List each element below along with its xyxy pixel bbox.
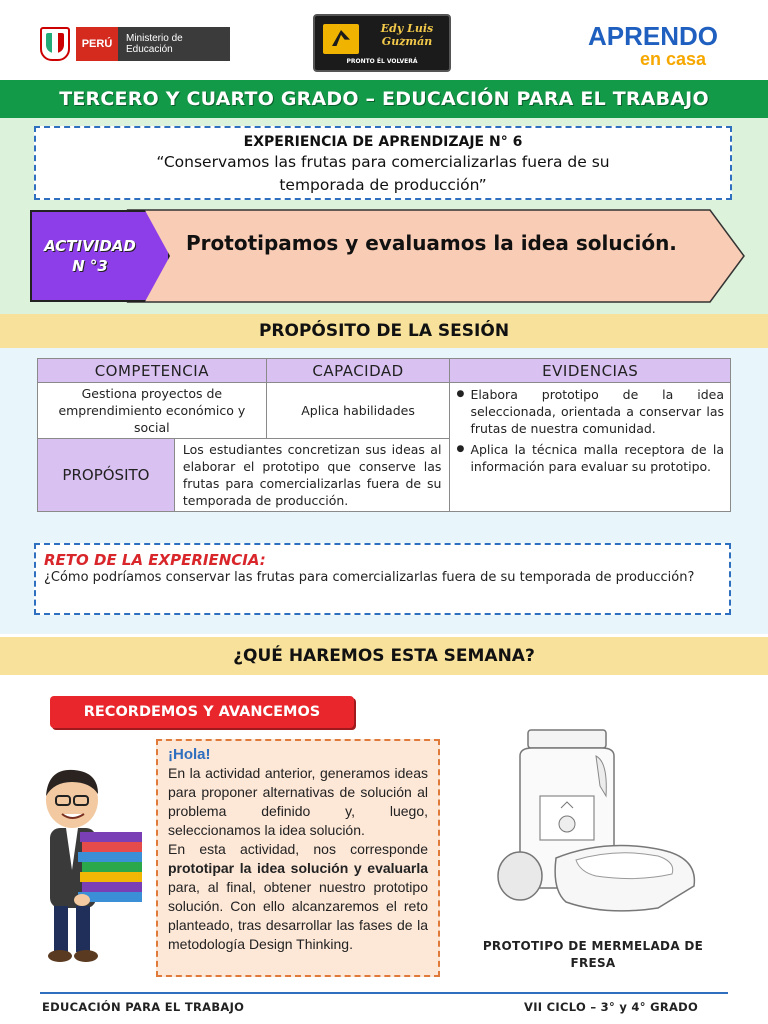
session-purpose-title: PROPÓSITO DE LA SESIÓN xyxy=(258,321,510,341)
grade-title: TERCERO Y CUARTO GRADO – EDUCACIÓN PARA EL TRABAJO xyxy=(59,88,709,110)
experience-text-line1: “Conservamos las frutas para comercializarlas fuera de su xyxy=(156,153,610,171)
peru-label: PERÚ xyxy=(76,27,118,61)
edy-name-line1: Edy Luis xyxy=(380,22,434,35)
session-purpose-band xyxy=(0,314,768,348)
aprendo-title: APRENDO xyxy=(588,21,719,51)
header-capacidad: CAPACIDAD xyxy=(266,359,450,383)
ministry-label: Ministerio de Educación xyxy=(118,27,230,61)
edy-name xyxy=(365,22,449,48)
activity-label-line1: ACTIVIDAD xyxy=(44,237,136,255)
greeting-box xyxy=(156,739,440,977)
experience-box xyxy=(34,126,732,200)
greeting-p2-end: para, al final, obtener nuestro prototipo solución. Con ello alcanzaremos el reto planteado, tras desarrollar las fases de la metodología Design Thinking. xyxy=(168,879,428,952)
edy-name-line2: Guzmán xyxy=(381,35,433,48)
aprendo-subtitle: en casa xyxy=(640,49,707,69)
footer-grade: VII CICLO – 3° y 4° GRADO xyxy=(524,1000,699,1014)
minedu-logo xyxy=(40,26,230,62)
greeting-paragraph-1: En la actividad anterior, generamos ideas para proponer alternativas de solución al problema definido y, luego, seleccionamos la idea solución. xyxy=(168,765,428,838)
experience-title: EXPERIENCIA DE APRENDIZAJE N° 6 xyxy=(243,134,523,150)
experience-section xyxy=(0,118,768,314)
recordemos-banner: RECORDEMOS Y AVANCEMOS xyxy=(50,696,354,728)
evidencias-list xyxy=(456,386,724,475)
dove-icon xyxy=(323,24,359,54)
footer-divider xyxy=(40,992,728,994)
proposito-label: PROPÓSITO xyxy=(38,439,175,512)
table-row xyxy=(38,383,731,439)
header-competencia: COMPETENCIA xyxy=(38,359,267,383)
student-avatar-illustration xyxy=(32,760,152,970)
evidencias-cell xyxy=(450,383,731,512)
competencia-cell: Gestiona proyectos de emprendimiento económico y social xyxy=(38,383,267,439)
competency-table xyxy=(37,358,731,512)
grade-title-band xyxy=(0,80,768,118)
challenge-text: ¿Cómo podríamos conservar las frutas para comercializarlas fuera de su temporada de producción? xyxy=(44,570,695,585)
challenge-box xyxy=(34,543,731,615)
coat-of-arms-icon xyxy=(40,27,70,61)
aprendo-en-casa-logo xyxy=(588,22,738,68)
experience-text-line2: temporada de producción” xyxy=(279,176,487,194)
edy-luis-guzman-logo xyxy=(313,14,451,72)
challenge-title: RETO DE LA EXPERIENCIA: xyxy=(44,551,266,569)
footer-subject: EDUCACIÓN PARA EL TRABAJO xyxy=(42,1000,245,1014)
header-evidencias: EVIDENCIAS xyxy=(450,359,731,383)
greeting-p2-bold: prototipar la idea solución y evaluarla xyxy=(168,860,428,876)
capacidad-cell: Aplica habilidades xyxy=(266,383,450,439)
jam-jar-illustration xyxy=(486,726,726,926)
week-plan-band xyxy=(0,637,768,675)
prototype-caption: PROTOTIPO DE MERMELADA DE FRESA xyxy=(482,939,704,970)
evidence-item: ● Elabora prototipo de la idea seleccionada, orientada a conservar las frutas de nuestra comunidad. xyxy=(456,386,724,437)
edy-slogan: PRONTO ÉL VOLVERÁ xyxy=(346,58,418,65)
activity-number xyxy=(30,236,150,276)
activity-title: Prototipamos y evaluamos la idea solución. xyxy=(186,231,677,255)
week-plan-title: ¿QUÉ HAREMOS ESTA SEMANA? xyxy=(233,646,535,666)
proposito-text: Los estudiantes concretizan sus ideas al elaborar el prototipo que conserve las frutas para comercializarlas fuera de su temporada de producción. xyxy=(174,439,450,512)
greeting-p2-start: En esta actividad, nos corresponde xyxy=(168,841,428,857)
activity-label-line2: N °3 xyxy=(72,257,108,275)
greeting-paragraph-2 xyxy=(168,840,428,954)
evidence-item: ● Aplica la técnica malla receptora de la información para evaluar su prototipo. xyxy=(456,441,724,475)
table-header-row xyxy=(38,359,731,383)
greeting-title: ¡Hola! xyxy=(168,746,211,763)
page-header xyxy=(0,0,768,80)
